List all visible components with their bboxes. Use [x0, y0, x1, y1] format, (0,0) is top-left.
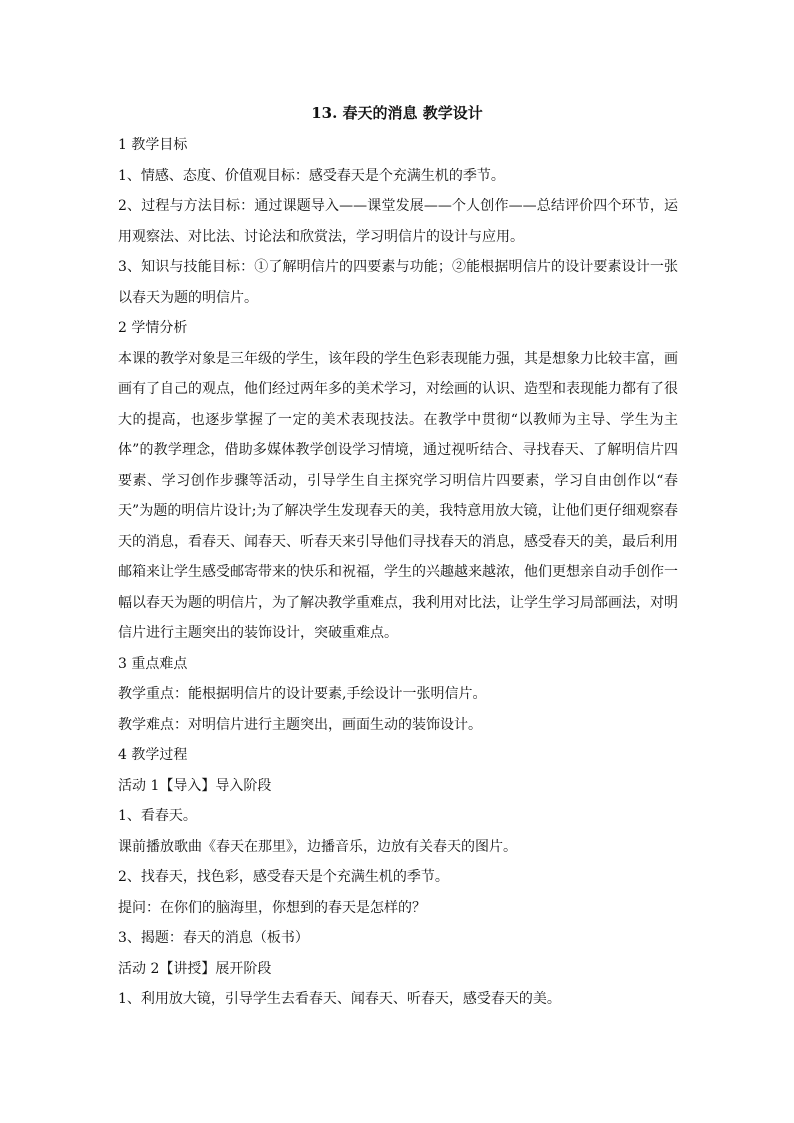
activity-1-step-3: 3、揭题：春天的消息（板书） — [118, 930, 309, 946]
section-heading-key-points: 3 重点难点 — [118, 655, 188, 672]
activity-1-heading: 活动 1【导入】导入阶段 — [118, 777, 272, 794]
objective-emotion: 1、情感、态度、价值观目标：感受春天是个充满生机的季节。 — [118, 167, 505, 184]
activity-1-question: 提问：在你们的脑海里，你想到的春天是怎样的？ — [118, 899, 426, 916]
section-heading-process: 4 教学过程 — [118, 747, 188, 763]
analysis-paragraph: 本课的教学对象是三年级的学生，该年段的学生色彩表现能力强，其是想象力比较丰富，画画有了自己的观点，他们经过两年多的美术学习，对绘画的认识、造型和表现能力都有了很大的提高，也逐步掌握了一定的美术表现技法。在教学中贯彻“以教师为主导、学生为主体”的教学理念，借助多媒体教学创设学习情境，通过视听结合、寻找春天、了解明信片四要素、学习创作步骤等活动，引导学生自主探究学习明信片四要素，学习自由创作以“春天”为题的明信片设计;为了解决学生发现春天的美，我特意用放大镜，让他们更仔细观察春天的消息，看春天、闻春天、听春天来引导他们寻找春天的消息，感受春天的美，最后利用邮箱来让学生感受邮寄带来的快乐和祝福，学生的兴趣越来越浓，他们更想亲自动手创作一幅以春天为题的明信片，为了解决教学重难点，我利用对比法，让学生学习局部画法，对明信片进行主题突出的装饰设计，突破重难点。 — [118, 350, 678, 641]
key-point: 教学重点：能根据明信片的设计要素,手绘设计一张明信片。 — [118, 686, 487, 702]
difficult-point: 教学难点：对明信片进行主题突出，画面生动的装饰设计。 — [118, 716, 482, 733]
objective-process: 2、过程与方法目标：通过课题导入——课堂发展——个人创作——总结评价四个环节，运用观察法、对比法、讨论法和欣赏法，学习明信片的设计与应用。 — [118, 198, 678, 245]
activity-2-step-1: 1、利用放大镜，引导学生去看春天、闻春天、听春天，感受春天的美。 — [118, 991, 561, 1007]
section-heading-objectives: 1 教学目标 — [118, 137, 188, 153]
activity-1-step-1-detail: 课前播放歌曲《春天在那里》，边播音乐，边放有关春天的图片。 — [118, 838, 517, 855]
document-title: 13. 春天的消息 教学设计 — [311, 104, 483, 122]
activity-2-heading: 活动 2【讲授】展开阶段 — [118, 960, 272, 977]
document-body — [118, 130, 678, 1015]
activity-1-step-2: 2、找春天，找色彩，感受春天是个充满生机的季节。 — [118, 869, 449, 885]
activity-1-step-1: 1、看春天。 — [118, 808, 197, 824]
objective-knowledge: 3、知识与技能目标：①了解明信片的四要素与功能；②能根据明信片的设计要素设计一张以春天为题的明信片。 — [118, 259, 678, 306]
section-heading-analysis: 2 学情分析 — [118, 320, 188, 336]
